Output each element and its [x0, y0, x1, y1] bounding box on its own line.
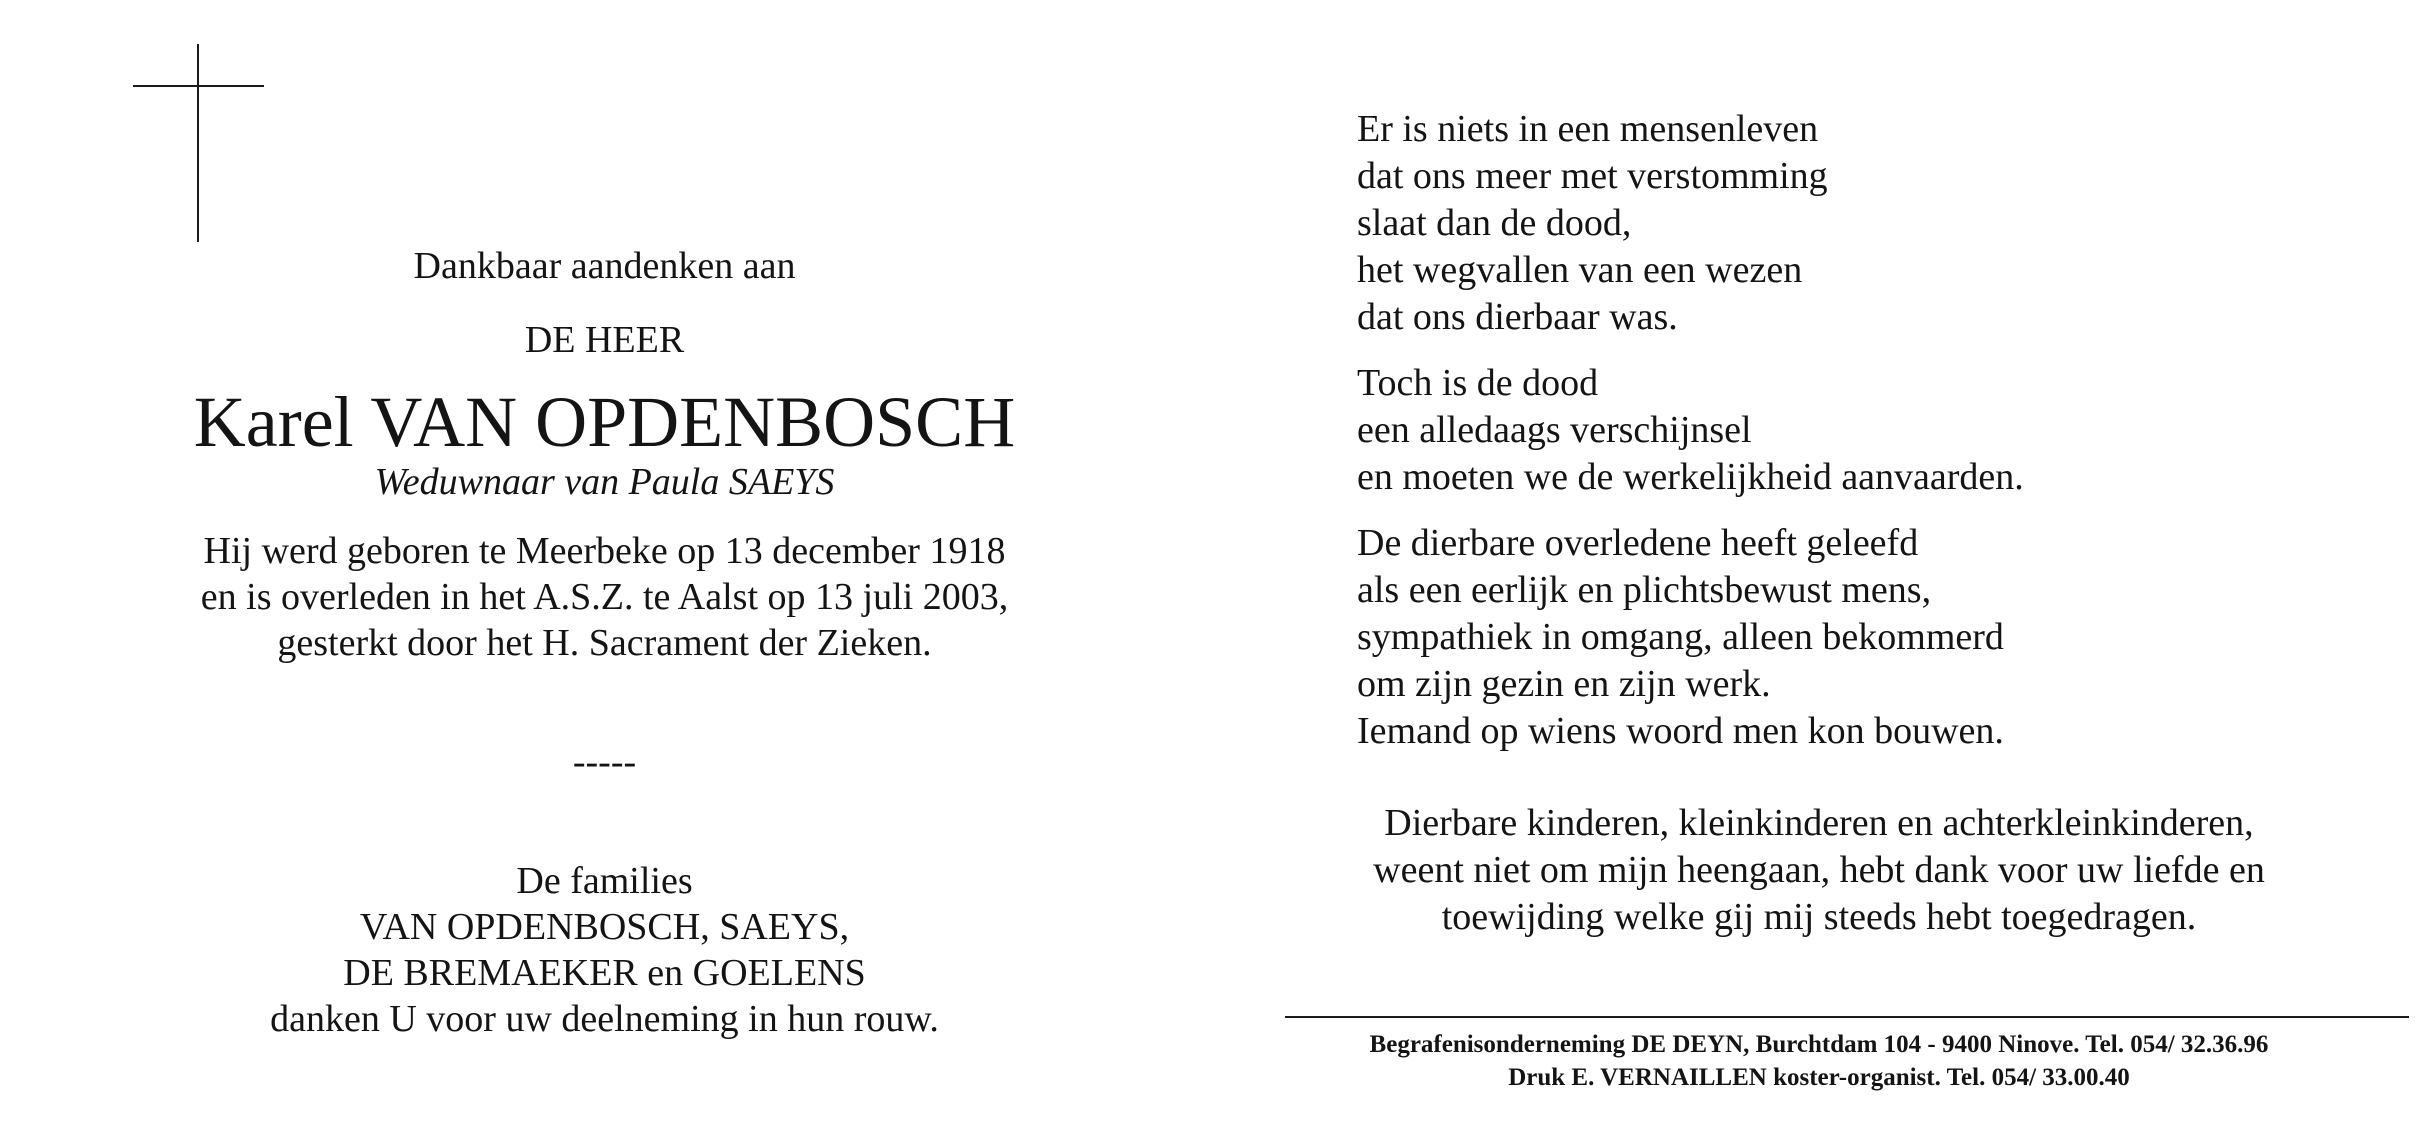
printer-footer — [1319, 1028, 2319, 1094]
cross-vertical-bar — [197, 44, 199, 242]
poem-line: slaat dan de dood, — [1357, 202, 1632, 244]
poem-line: als een eerlijk en plichtsbewust mens, — [1357, 569, 1932, 611]
biography — [0, 528, 1209, 666]
poem-line: dat ons meer met verstomming — [1357, 155, 1828, 197]
poem-line: dat ons dierbaar was. — [1357, 296, 1678, 338]
closing-line: toewijding welke gij mij steeds hebt toegedragen. — [1441, 896, 2197, 938]
footer-divider — [1285, 1016, 2409, 1018]
family-line: DE BREMAEKER en GOELENS — [343, 952, 866, 994]
poem-line: De dierbare overledene heeft geleefd — [1357, 522, 1919, 564]
poem-line: het wegvallen van een wezen — [1357, 249, 1803, 291]
poem-line: sympathiek in omgang, alleen bekommerd — [1357, 616, 2004, 658]
spouse-line: Weduwnaar van Paula SAEYS — [374, 461, 835, 503]
bio-line: en is overleden in het A.S.Z. te Aalst op 13 juli 2003, — [200, 576, 1009, 618]
cross-icon — [133, 44, 264, 242]
closing-line: weent niet om mijn heengaan, hebt dank voor uw liefde en — [1373, 849, 2265, 891]
honorific-title: DE HEER — [524, 319, 685, 361]
family-acknowledgement — [0, 858, 1209, 1042]
poem-stanza — [1357, 520, 2397, 755]
bio-line: Hij werd geboren te Meerbeke op 13 december 1918 — [203, 530, 1006, 572]
family-line: De families — [516, 860, 693, 902]
footer-line: Druk E. VERNAILLEN koster-organist. Tel. 054/ 33.00.40 — [1508, 1064, 2130, 1091]
family-line: VAN OPDENBOSCH, SAEYS, — [359, 906, 850, 948]
intro-text: Dankbaar aandenken aan — [413, 245, 796, 287]
poem-line: om zijn gezin en zijn werk. — [1357, 663, 1771, 705]
poem-line: een alledaags verschijnsel — [1357, 409, 1752, 451]
poem-line: Toch is de dood — [1357, 362, 1599, 404]
separator: ----- — [572, 741, 637, 783]
closing-message — [1319, 800, 2319, 941]
bio-line: gesterkt door het H. Sacrament der Zieken. — [277, 622, 932, 664]
family-line: danken U voor uw deelneming in hun rouw. — [270, 998, 939, 1040]
right-panel — [1209, 0, 2418, 1131]
poem-stanza — [1357, 106, 2397, 341]
closing-line: Dierbare kinderen, kleinkinderen en achterkleinkinderen, — [1384, 802, 2254, 844]
poem-line: Er is niets in een mensenleven — [1357, 108, 1819, 150]
deceased-name: Karel VAN OPDENBOSCH — [193, 382, 1016, 462]
footer-line: Begrafenisonderneming DE DEYN, Burchtdam 104 - 9400 Ninove. Tel. 054/ 32.36.96 — [1369, 1031, 2269, 1058]
poem-line: en moeten we de werkelijkheid aanvaarden. — [1357, 456, 2024, 498]
poem-line: Iemand op wiens woord men kon bouwen. — [1357, 710, 2004, 752]
cross-horizontal-bar — [133, 85, 264, 87]
poem-stanza — [1357, 360, 2397, 501]
